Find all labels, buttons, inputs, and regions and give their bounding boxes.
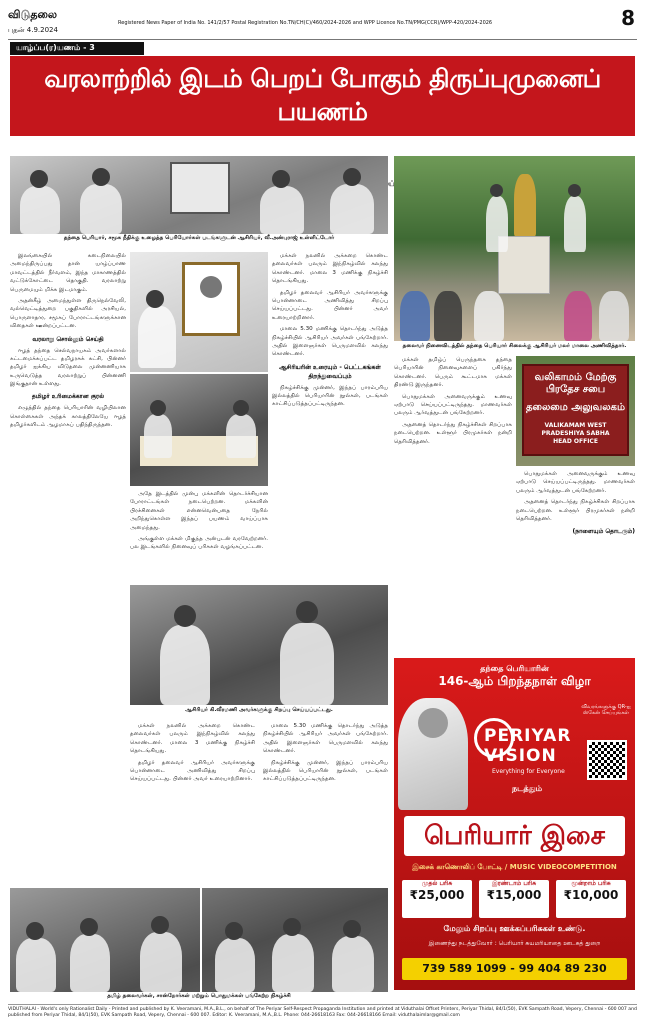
col4b-paragraph: பொதுமக்கள் அனைவருக்கும் உணவு ஏற்பாடு செய்யப்பட்டிருந்தது. மாணவர்கள் பலரும் ஆர்வத்துடன் பங்கேற்றனர்.: [516, 471, 635, 494]
paper-name: விடுதலை: [8, 8, 58, 21]
article-column-4b: [516, 470, 635, 640]
photo-portrait-frame: [130, 252, 268, 372]
advert-main-title: பெரியார் இசை: [404, 816, 625, 856]
advert-brand: PERIYAR VISION: [484, 726, 572, 766]
caption-mid-left: ஆசிரியர் கி.வீரமணி அவர்களுக்கு சிறப்பு செய்யப்பட்டது.: [185, 707, 333, 713]
col3-paragraph: மாலை 5.30 மணிக்கு தொடர்ந்து அடுத்த நிகழ்ச்சியில் ஆசிரியர் அவர்கள் பங்கேற்றார். அதில் இளைஞர்கள் பெருமளவில் கலந்து கொண்டனர்.: [272, 326, 388, 358]
col4b-paragraph: அதனைத் தொடர்ந்து நிகழ்ச்சிகள் சிறப்பாக நடைபெற்றன. உள்ளூர் பிரமுகர்கள் நன்றி தெரிவித்தனர்.: [516, 499, 635, 522]
lower-paragraph: தமிழர் தலைவர் ஆசிரியர் அவர்களுக்கு பொன்னாடை அணிவித்து சிறப்பு செய்யப்பட்டது. பின்னர் அவர் உரையாற்றினார்.: [130, 759, 255, 783]
article-column-1: [10, 252, 126, 882]
periyar-music-advert: [394, 658, 635, 990]
col2-paragraph: அங்குள்ள மக்கள் மிகுந்த அன்புடன் வரவேற்றனர். பல இடங்களில் நினைவுப் பரிசுகள் வழங்கப்பட்டன.: [130, 535, 268, 551]
lower-paragraph: மாலை 5.30 மணிக்கு தொடர்ந்து அடுத்த நிகழ்ச்சியில் ஆசிரியர் அவர்கள் பங்கேற்றார். அதில் இளைஞர்கள் பெருமளவில் கலந்து கொண்டனர்.: [263, 723, 388, 755]
col3-subhead: ஆசிரியரின் உரையும் - பெட்டகங்கள் திறந்துவைப்பும்: [279, 363, 381, 380]
photo-bottom-strip: [10, 888, 388, 992]
advert-title-1: தந்தை பெரியாரின்: [480, 664, 549, 673]
col4-paragraph: அதனைத் தொடர்ந்து நிகழ்ச்சிகள் சிறப்பாக நடைபெற்றன. உள்ளூர் பிரமுகர்கள் நன்றி தெரிவித்தனர்.: [394, 421, 512, 445]
col1-paragraph: ஈழத் தந்தை செல்வநாயகம் அவர்களால் கட்டமைக்கப்பட்ட தமிழரசுக் கட்சி, பின்னர் தமிழர் ஐக்கிய விடுதலை முன்னணியாக உருவெடுத்த வரலாற்றுப் பின்னணி இங்குதான் உள்ளது.: [10, 347, 126, 388]
page-number: 8: [621, 6, 635, 30]
photo-top-left: [10, 156, 388, 234]
signboard: [522, 364, 629, 456]
advert-portrait: [398, 698, 468, 810]
col3-paragraph: தமிழர் தலைவர் ஆசிரியர் அவர்களுக்கு பொன்னாடை அணிவித்து சிறப்பு செய்யப்பட்டது. பின்னர் அவர் உரையாற்றினார்.: [272, 289, 388, 321]
prize-first: முதல் பரிசு ₹25,000: [402, 880, 472, 918]
col2-paragraph: அதே இடத்தில் முன்பு மக்களின் தொடர்ச்சியான போராட்டங்கள் நடைபெற்றன. மக்களின் பிரச்சினைகள் என்னவென்பதை நேரில் அறிந்துகொள்ள இந்தப் பயணம் வாய்ப்பாக அமைந்தது.: [130, 491, 268, 531]
signboard-english-2: HEAD OFFICE: [553, 437, 598, 445]
col1-subhead: வரலாறு சொல்லும் செய்தி: [32, 335, 104, 343]
headline: வரலாற்றில் இடம் பெறப் போகும் திருப்புமுனைப் பயணம்: [44, 64, 601, 126]
advert-title-2: 146-ஆம் பிறந்தநாள் விழா: [438, 674, 591, 688]
signboard-tamil-1: வலிகாமம் மேற்கு பிரதேச சபை: [534, 372, 617, 395]
advert-phone-numbers[interactable]: 739 589 1099 - 99 404 89 230: [402, 958, 627, 980]
caption-bottom: தமிழ் தலைவர்கள், சான்றோர்கள் மற்றும் பொதுமக்கள் பங்கேற்ற நிகழ்ச்சி: [107, 993, 291, 999]
article-column-2: [130, 490, 268, 580]
prize-second: இரண்டாம் பரிசு ₹15,000: [479, 880, 549, 918]
byline: சிறப்புச்: [350, 178, 461, 190]
lower-paragraph: மக்கள் நலனில் அக்கறை கொண்ட தலைவர்கள் பலரும் இந்நிகழ்வில் கலந்து கொண்டனர். மாலை 3 மணிக்கு நிகழ்ச்சி தொடங்கியது.: [130, 723, 255, 755]
caption-top-right: தலைவர் நினைவிடத்தில் தந்தை பெரியார் சிலைக்கு ஆசிரியர் மலர் மாலை அணிவித்தார்.: [402, 343, 627, 349]
issue-date: புதன் 4.9.2024: [8, 26, 58, 34]
advert-extra-prizes: மேலும் சிறப்பு ஊக்கப்பரிசுகள் உண்டு.: [443, 924, 586, 933]
signboard-english-1: VALIKAMAM WEST PRADESHIYA SABHA: [541, 422, 610, 437]
col3-paragraph: நிகழ்ச்சிக்கு முன்னர், இந்தப் பாரம்பரிய இல்லத்தில் பெரியாரின் நூல்கள், படங்கள் காட்சிப்படுத்தப்பட்டிருந்தன.: [272, 384, 388, 408]
col1-paragraph: இலங்கையில் கடைநிலையில் அமைந்திருப்பது தான் யாழ்ப்பாண மாவட்டத்தில் நீர்வளம், இந்த மாகாணத்தில் வட்டுக்கோட்டை தொகுதி. வரலாற்று பெருமையும் மிக்க இடமாகும்.: [10, 253, 126, 293]
imprint-footer: VIDUTHALAI - World's only Rationalist Daily - Printed and published by K. Veeramani, M.A.,B.L., on behalf of The Periyar Self-Respect Propaganda Institution and printed at Viduthalai Offset Printers, Periyar Thidal, 84/1(50), EVK Sampath Road, Vepery, Chennai - 600 007 and published from Periyar Thidal, 84/1(50), EVK Sampath Road, Vepery, Chennai - 600 007. Editor: K. Veeramani, M.A.,B.L. Phone: 044-26618163 Fax: 044-26618166 Email: viduthalaimlar@gmail.com: [8, 1004, 637, 1019]
advert-subtitle: இசைக் காணொலிப் போட்டி / MUSIC VIDEOCOMPETITION: [412, 863, 617, 871]
prize-third: மூன்றாம் பரிசு ₹10,000: [556, 880, 626, 918]
col3-paragraph: மக்கள் நலனில் அக்கறை கொண்ட தலைவர்கள் பலரும் இந்நிகழ்வில் கலந்து கொண்டனர். மாலை 3 மணிக்கு நிகழ்ச்சி தொடங்கியது.: [272, 253, 388, 285]
article-column-4: [394, 356, 512, 656]
article-column-lower: [130, 722, 388, 882]
caption-top-left: தந்தை பெரியார், சமூக நீதிக்கு உழைத்த பெரியோர்கள் படங்களுடன் ஆசிரியர், வீ.அன்புராஜ் உள்ளிட்டோர்: [63, 235, 335, 241]
continued-note: (நாளையும் தொடரும்): [572, 528, 635, 536]
col4-paragraph: பொதுமக்கள் அனைவருக்கும் உணவு ஏற்பாடு செய்யப்பட்டிருந்தது. மாணவர்கள் பலரும் ஆர்வத்துடன் பங்கேற்றனர்.: [394, 393, 512, 417]
photo-stage-speakers: [130, 374, 268, 486]
lower-paragraph: நிகழ்ச்சிக்கு முன்னர், இந்தப் பாரம்பரிய இல்லத்தில் பெரியாரின் நூல்கள், படங்கள் காட்சிப்படுத்தப்பட்டிருந்தன.: [263, 759, 388, 783]
advert-qr-note: விவரங்களுக்கு QR-ஐ ஸ்கேன் செய்யுங்கள்: [581, 704, 631, 716]
col1-paragraph: அதன்கீழ் அமைந்துள்ள திருநெல்வேலி, வல்வெட்டித்துறை பகுதிகளில் அரசியல், பொருளாதார, சமூகப் போராட்டங்களுக்கான விதைகள் ஊன்றப்பட்டன.: [10, 297, 126, 330]
col4-paragraph: மக்கள் தமிழ்ப் பெருந்தகை தந்தை பெரியாரின் நினைவுகளைப் பகிர்ந்து கொண்டனர். பெரும் கூட்டமாக மக்கள் திரண்டு இருந்தனர்.: [394, 357, 512, 389]
qr-code[interactable]: [587, 740, 627, 780]
masthead: [8, 6, 637, 40]
advert-online: இணைந்து நடத்துவோர் : பெரியார் சுயமரியாதை ஊடகத் துறை: [428, 940, 601, 947]
headline-band: [10, 56, 635, 188]
registration-line: Registered News Paper of India No. 141/2/57 Postal Registration No.TN/CH(C)/460/2024-2026 and WPP Licence No.TN/PMG(CCR)/WPP-420/2024-2026: [118, 20, 493, 26]
col1-paragraph: எழுத்தில் தந்தை பெரியாரின் வழியிலான கொள்கைகள் அந்தக் காலத்திலேயே ஈழத் தமிழர்களிடம் ஆழமாகப் பதிந்திருந்தன.: [10, 405, 126, 429]
advert-tagline: Everything for Everyone: [492, 768, 565, 775]
advert-presents: நடத்தும்: [512, 784, 543, 793]
col1-subhead-2: தமிழர் உரிமைக்கான குரல்: [31, 393, 105, 401]
series-label: யாழ்ப்ப(ர)யணம் - 3: [10, 42, 144, 55]
photo-honour: [130, 585, 388, 705]
photo-statue-garden: [394, 156, 635, 341]
article-column-3: [272, 252, 388, 582]
signboard-tamil-2: தலைமை அலுவலகம்: [526, 402, 625, 413]
photo-signboard: [516, 356, 635, 466]
